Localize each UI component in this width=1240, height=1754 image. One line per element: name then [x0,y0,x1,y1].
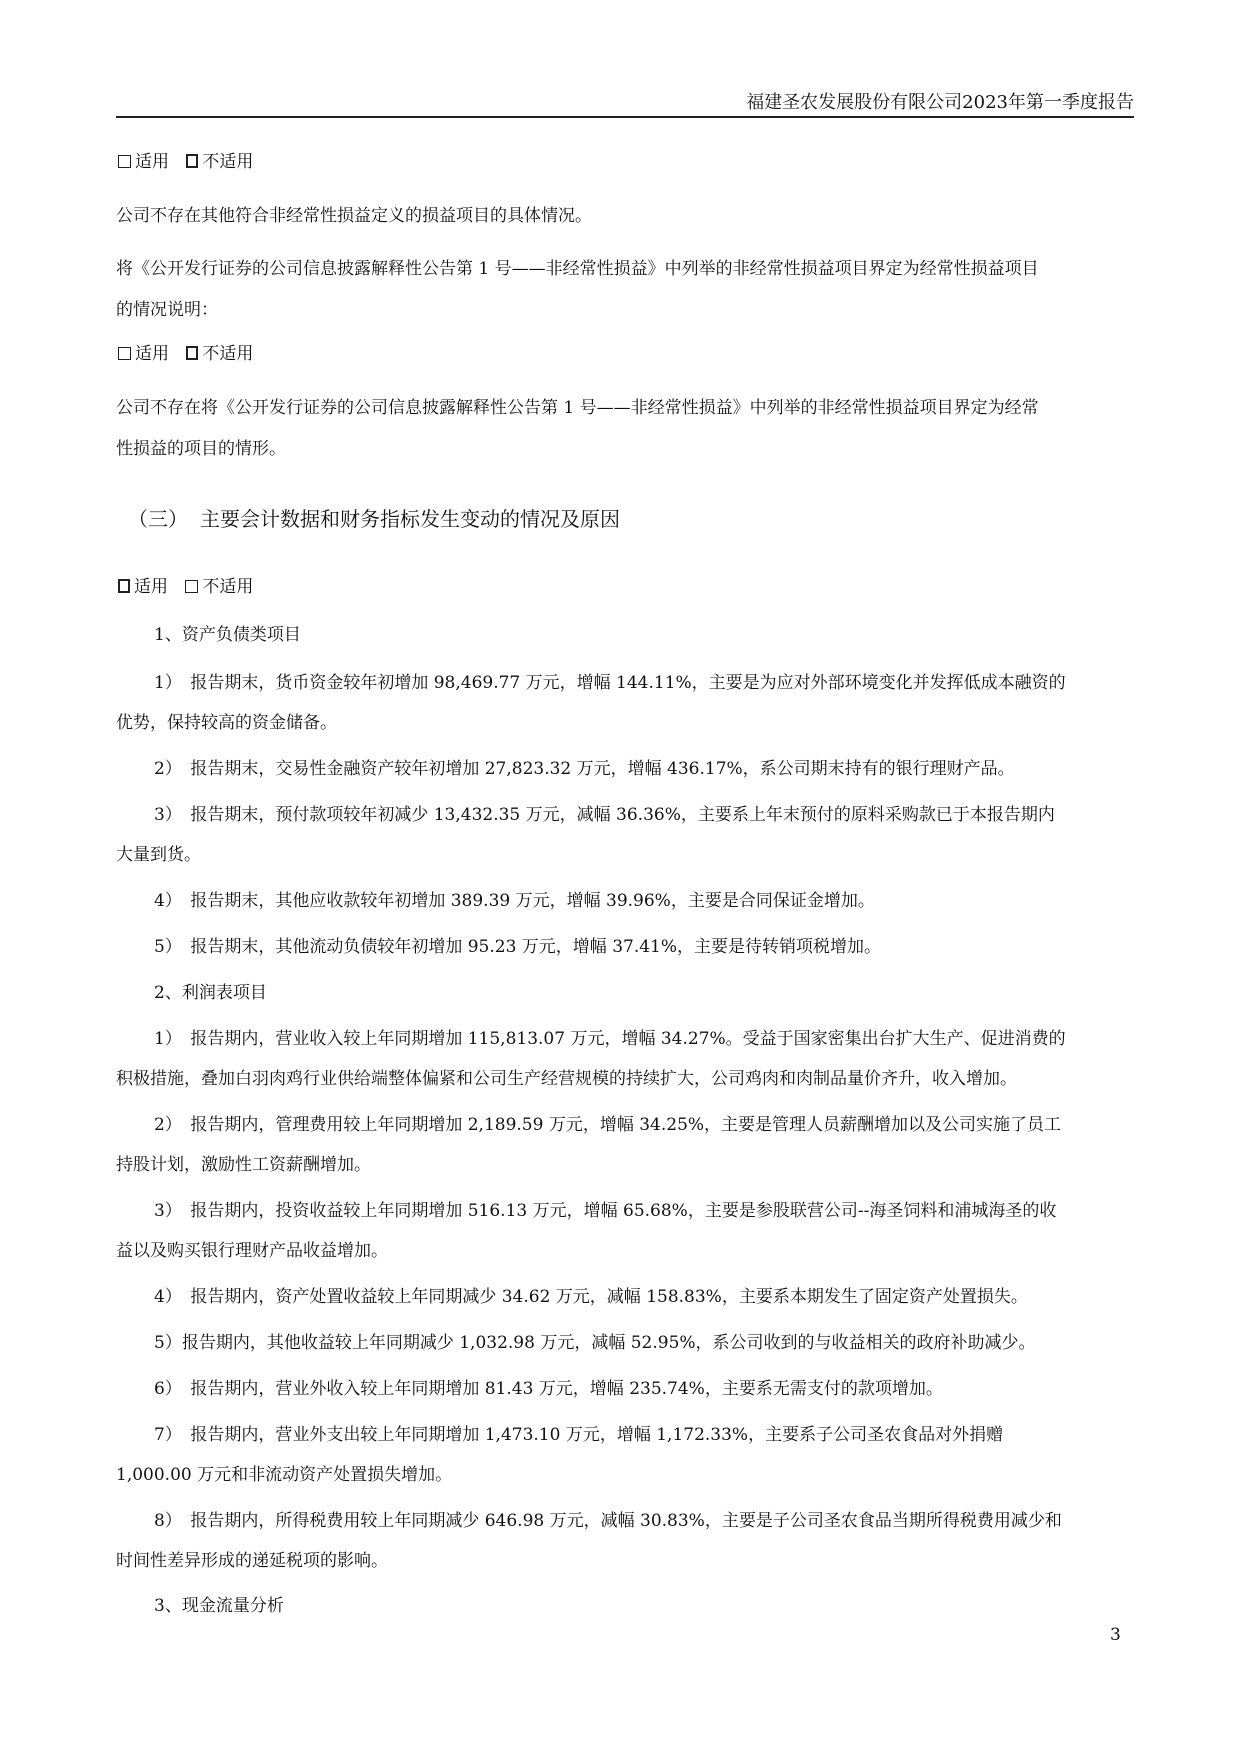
paragraph: 的情况说明： [116,300,218,320]
option-applicable: 适用 [134,577,168,597]
list-item: 8） 报告期内，所得税费用较上年同期减少 646.98 万元，减幅 30.83%，主要是子公司圣农食品当期所得税费用减少和 [154,1511,1062,1531]
page-header [116,84,1134,118]
option-not-applicable: 不适用 [202,344,254,364]
subsection-heading: 2、利润表项目 [154,983,267,1003]
list-item: 3） 报告期内，投资收益较上年同期增加 516.13 万元，增幅 65.68%，主要是参股联营公司--海圣饲料和浦城海圣的收 [154,1201,1057,1221]
paragraph: 将《公开发行证券的公司信息披露解释性公告第 1 号——非经常性损益》中列举的非经常性损益项目界定为经常性损益项目 [116,259,1039,279]
list-item: 4） 报告期末，其他应收款较年初增加 389.39 万元，增幅 39.96%，主要是合同保证金增加。 [154,891,875,911]
page-number: 3 [1110,1625,1121,1645]
option-applicable: 适用 [135,344,169,364]
list-item: 4） 报告期内，资产处置收益较上年同期减少 34.62 万元，减幅 158.83%，主要系本期发生了固定资产处置损失。 [154,1287,1028,1307]
list-item-continuation: 益以及购买银行理财产品收益增加。 [116,1241,388,1261]
list-item: 2） 报告期内，管理费用较上年同期增加 2,189.59 万元，增幅 34.25%，主要是管理人员薪酬增加以及公司实施了员工 [154,1115,1062,1135]
list-item-continuation: 时间性差异形成的递延税项的影响。 [116,1551,388,1571]
option-not-applicable: 不适用 [202,152,254,172]
list-item: 1） 报告期内，营业收入较上年同期增加 115,813.07 万元，增幅 34.27%。受益于国家密集出台扩大生产、促进消费的 [154,1029,1066,1049]
checkbox-icon [118,155,131,168]
list-item-continuation: 积极措施，叠加白羽肉鸡行业供给端整体偏紧和公司生产经营规模的持续扩大，公司鸡肉和肉制品量价齐升，收入增加。 [116,1069,1017,1089]
subsection-heading: 1、资产负债类项目 [154,625,301,645]
list-item: 5） 报告期末，其他流动负债较年初增加 95.23 万元，增幅 37.41%，主要是待转销项税增加。 [154,937,882,957]
checked-box-icon [186,346,198,360]
list-item: 2） 报告期末，交易性金融资产较年初增加 27,823.32 万元，增幅 436.17%，系公司期末持有的银行理财产品。 [154,759,1015,779]
checked-box-icon [118,579,130,593]
subsection-heading: 3、现金流量分析 [154,1596,284,1616]
option-not-applicable: 不适用 [202,577,254,597]
checkbox-icon [118,347,131,360]
list-item-continuation: 持股计划，激励性工资薪酬增加。 [116,1155,371,1175]
section-heading [128,507,620,531]
section-number: （三） [128,507,188,531]
option-row-2 [118,342,253,366]
list-item: 1） 报告期末，货币资金较年初增加 98,469.77 万元，增幅 144.11%，主要是为应对外部环境变化并发挥低成本融资的 [154,673,1066,693]
paragraph: 公司不存在其他符合非经常性损益定义的损益项目的具体情况。 [116,206,592,226]
list-item: 5）报告期内，其他收益较上年同期减少 1,032.98 万元，减幅 52.95%，系公司收到的与收益相关的政府补助减少。 [154,1333,1036,1353]
list-item: 3） 报告期末，预付款项较年初减少 13,432.35 万元，减幅 36.36%，主要系上年末预付的原料采购款已于本报告期内 [154,805,1055,825]
header-title: 福建圣农发展股份有限公司2023年第一季度报告 [746,92,1134,113]
option-applicable: 适用 [135,152,169,172]
list-item: 6） 报告期内，营业外收入较上年同期增加 81.43 万元，增幅 235.74%，主要系无需支付的款项增加。 [154,1379,943,1399]
section-title: 主要会计数据和财务指标发生变动的情况及原因 [200,507,620,531]
paragraph: 性损益的项目的情形。 [116,439,286,459]
list-item-continuation: 大量到货。 [116,845,201,865]
checkbox-icon [185,580,198,593]
list-item-continuation: 1,000.00 万元和非流动资产处置损失增加。 [116,1465,453,1485]
list-item: 7） 报告期内，营业外支出较上年同期增加 1,473.10 万元，增幅 1,172.33%，主要系子公司圣农食品对外捐赠 [154,1425,1004,1445]
option-row-1 [118,150,253,174]
checked-box-icon [186,154,198,168]
paragraph: 公司不存在将《公开发行证券的公司信息披露解释性公告第 1 号——非经常性损益》中列举的非经常性损益项目界定为经常 [116,398,1039,418]
option-row-3 [118,575,253,599]
list-item-continuation: 优势，保持较高的资金储备。 [116,713,337,733]
